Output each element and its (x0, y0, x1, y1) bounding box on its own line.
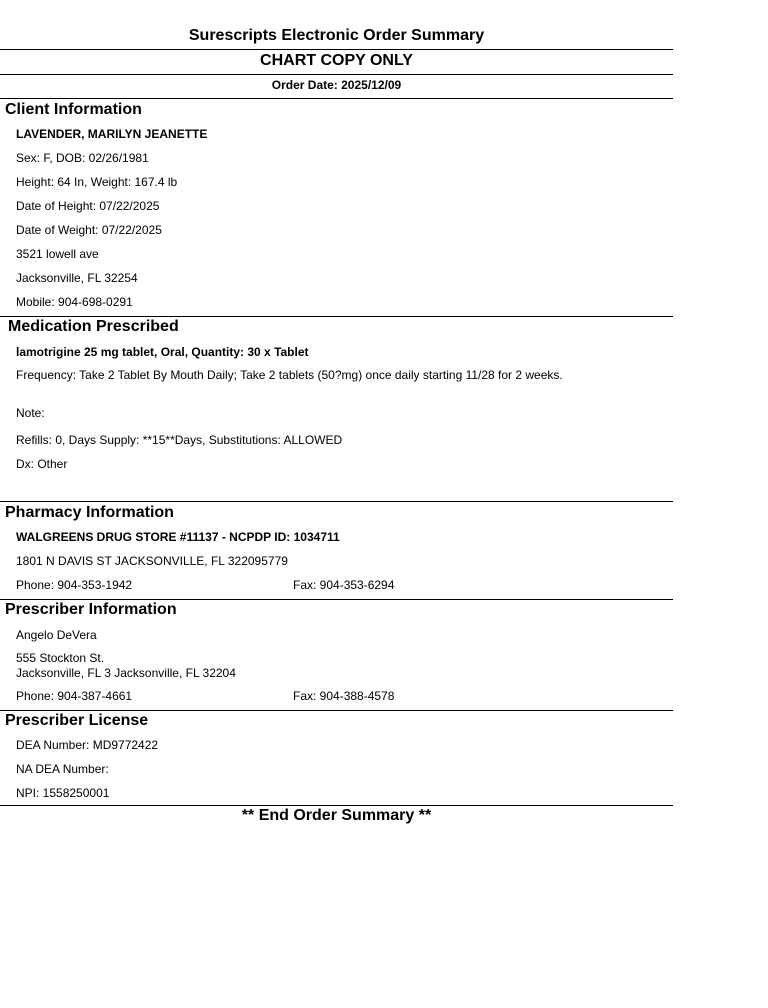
divider (0, 501, 673, 502)
end-order-summary: ** End Order Summary ** (241, 807, 432, 824)
client-mobile: Mobile: 904-698-0291 (16, 295, 133, 309)
divider (0, 98, 673, 99)
prescriber-heading: Prescriber Information (5, 601, 177, 618)
divider (0, 74, 673, 75)
pharmacy-fax: Fax: 904-353-6294 (293, 578, 395, 592)
divider (0, 49, 673, 50)
pharmacy-phone: Phone: 904-353-1942 (16, 578, 133, 592)
divider (0, 599, 673, 600)
order-date: Order Date: 2025/12/09 (271, 78, 402, 92)
pharmacy-name: WALGREENS DRUG STORE #11137 - NCPDP ID: 1034711 (16, 530, 340, 544)
client-address-line1: 3521 lowell ave (16, 247, 99, 261)
medication-dx: Dx: Other (16, 457, 68, 471)
medication-drug: lamotrigine 25 mg tablet, Oral, Quantity: 30 x Tablet (16, 345, 309, 359)
license-npi: NPI: 1558250001 (16, 786, 110, 800)
divider (0, 710, 673, 711)
chart-copy-label: CHART COPY ONLY (260, 52, 413, 69)
license-na-dea-number: NA DEA Number: (16, 762, 109, 776)
license-dea-number: DEA Number: MD9772422 (16, 738, 159, 752)
divider (0, 805, 673, 806)
client-date-of-weight: Date of Weight: 07/22/2025 (16, 223, 162, 237)
medication-note: Note: (16, 406, 45, 420)
client-date-of-height: Date of Height: 07/22/2025 (16, 199, 160, 213)
pharmacy-address: 1801 N DAVIS ST JACKSONVILLE, FL 322095779 (16, 554, 288, 568)
medication-heading: Medication Prescribed (8, 318, 179, 335)
client-address-line2: Jacksonville, FL 32254 (16, 271, 138, 285)
client-height-weight: Height: 64 In, Weight: 167.4 lb (16, 175, 178, 189)
document-title: Surescripts Electronic Order Summary (188, 27, 485, 44)
medication-refills: Refills: 0, Days Supply: **15**Days, Substitutions: ALLOWED (16, 433, 343, 447)
prescriber-address-line2: Jacksonville, FL 3 Jacksonville, FL 32204 (16, 666, 236, 680)
pharmacy-heading: Pharmacy Information (5, 504, 174, 521)
divider (0, 316, 673, 317)
prescriber-fax: Fax: 904-388-4578 (293, 689, 395, 703)
client-name: LAVENDER, MARILYN JEANETTE (16, 127, 208, 141)
license-heading: Prescriber License (5, 712, 149, 729)
prescriber-address-line1: 555 Stockton St. (16, 651, 105, 665)
medication-frequency: Frequency: Take 2 Tablet By Mouth Daily; Take 2 tablets (50?mg) once daily starting 11/28 for 2 weeks. (16, 368, 563, 382)
client-sex-dob: Sex: F, DOB: 02/26/1981 (16, 151, 149, 165)
client-info-heading: Client Information (5, 101, 142, 118)
prescriber-name: Angelo DeVera (16, 628, 97, 642)
prescriber-phone: Phone: 904-387-4661 (16, 689, 133, 703)
